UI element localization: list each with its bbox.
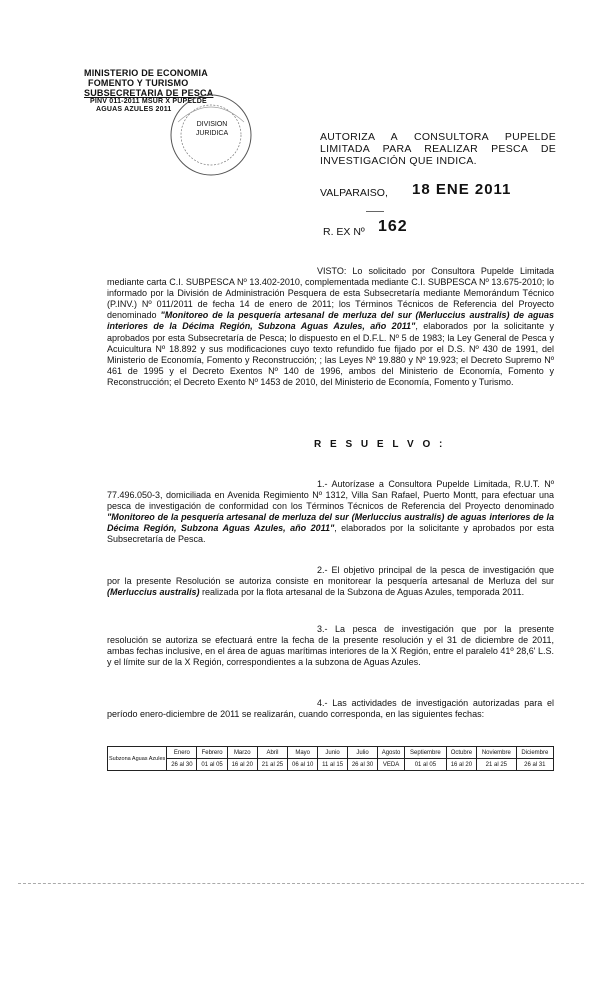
divider-dash (366, 211, 384, 212)
article-1-project-name: "Monitoreo de la pesquería artesanal de merluza del sur (Merluccius australis) de aguas interiores de la Décima Región, Subzona Aguas Azules, año 2011" (107, 512, 554, 534)
date-cell: 01 al 05 (197, 759, 227, 771)
month-cell: Septiembre (405, 747, 447, 759)
schedule-date-row (108, 759, 554, 771)
date-cell: 26 al 30 (347, 759, 377, 771)
date-cell: 21 al 25 (257, 759, 287, 771)
visto-text-1: VISTO: Lo solicitado por Consultora Pupelde Limitada mediante carta C.I. SUBPESCA Nº 13.402-2010, complementada mediante C.I. SUBPESCA Nº 13.675-2010; lo informado por la División de Administración Pesquera de esta Subsecretaría mediante Memorándum Técnico (P.INV.) Nº 011/2011 de fecha 14 de enero de 2011; los Términos Técnicos de Referencia del Proyecto denominado (107, 266, 554, 321)
date-cell: 01 al 05 (405, 759, 447, 771)
visto-paragraph (107, 266, 554, 388)
article-2-text-2: realizada por la flota artesanal de la Subzona de Aguas Azules, temporada 2011. (202, 587, 525, 598)
month-cell: Febrero (197, 747, 227, 759)
place-label: VALPARAISO, (320, 187, 388, 199)
article-1 (107, 479, 554, 546)
header-ministry: MINISTERIO DE ECONOMIA (84, 68, 208, 78)
article-1-text-2: , elaborados por la solicitante y aprobados por esta Subsecretaría de Pesca. (107, 523, 554, 545)
article-2 (107, 565, 554, 598)
month-cell: Noviembre (476, 747, 516, 759)
article-4 (107, 698, 554, 720)
date-cell: 26 al 30 (167, 759, 197, 771)
seal-line-division: DIVISION (196, 121, 228, 128)
header-subsecretaria: SUBSECRETARIA DE PESCA (84, 88, 214, 98)
article-2-text-1: 2.- El objetivo principal de la pesca de investigación que por la presente Resolución se autoriza consiste en monitorear la pesquería artesanal de Merluza del sur (107, 565, 554, 587)
division-juridica-seal (168, 92, 254, 178)
date-cell: 21 al 25 (476, 759, 516, 771)
schedule-row-label: Subzona Aguas Azules (108, 747, 167, 771)
visto-project-name: "Monitoreo de la pesquería artesanal de merluza del sur (Merluccius australis) de aguas interiores de la Décima Región, Subzona Aguas Azules, año 2011" (107, 310, 554, 332)
article-3 (107, 624, 554, 668)
month-cell: Abril (257, 747, 287, 759)
article-1-text-1: 1.- Autorízase a Consultora Pupelde Limitada, R.U.T. Nº 77.496.050-3, domiciliada en Avenida Regimiento Nº 1312, Villa San Rafael, Puerto Montt, para efectuar una pesca de investigación de conformidad con los Términos Técnicos de Referencia del Proyecto denominado (107, 479, 554, 512)
page-bottom-divider (18, 883, 584, 884)
rex-number: 162 (378, 218, 408, 235)
month-cell: Julio (347, 747, 377, 759)
month-cell: Marzo (227, 747, 257, 759)
header-fomento: FOMENTO Y TURISMO (88, 78, 189, 88)
month-cell: Diciembre (516, 747, 553, 759)
resolution-title: AUTORIZA A CONSULTORA PUPELDE LIMITADA PARA REALIZAR PESCA DE INVESTIGACIÓN QUE INDICA. (320, 131, 556, 167)
seal-line-juridica: JURIDICA (195, 130, 229, 137)
article-3-text: 3.- La pesca de investigación que por la presente resolución se autoriza se efectuará entre la fecha de la presente resolución y el 31 de diciembre de 2011, ambas fechas inclusive, en el área de aguas marítimas interiores de la X Región, entre el paralelo 41º 28,6' L.S. y el límite sur de la X Región, correspondientes a la subzona de Aguas Azules. (107, 624, 554, 668)
date-stamp: 18 ENE 2011 (412, 181, 512, 198)
rex-label: R. EX Nº (323, 226, 365, 238)
date-cell: 16 al 20 (227, 759, 257, 771)
header-reference: PINV 011-2011 MSUR X PUPELDE (90, 98, 207, 105)
schedule-month-row (108, 747, 554, 759)
date-cell: 11 al 15 (318, 759, 348, 771)
month-cell: Agosto (378, 747, 405, 759)
month-cell: Enero (167, 747, 197, 759)
date-cell: VEDA (378, 759, 405, 771)
header-reference-2: AGUAS AZULES 2011 (96, 106, 172, 113)
resuelvo-heading: R E S U E L V O : (314, 439, 446, 450)
date-cell: 06 al 10 (288, 759, 318, 771)
schedule-table (107, 746, 554, 771)
month-cell: Octubre (446, 747, 476, 759)
visto-text-2: , elaborados por la solicitante y aprobados por esta Subsecretaría de Pesca; lo dispuesto en el D.F.L. Nº 5 de 1983; la Ley General de Pesca y Acuicultura Nº 18.892 y sus modificaciones cuyo texto refundido fue fijado por el D.S. Nº 430 de 1991, del Ministerio de Economía, Fomento y Reconstrucción; ; las Leyes Nº 19.880 y Nº 19.923; el Decreto Supremo Nº 461 de 1995 y el Decreto Exentos Nº 140 de 1996, ambos del Ministerio de Economía, Fomento y Reconstrucción; el Decreto Exento Nº 1453 de 2010, del Ministerio de Economía, Fomento y Turismo. (107, 321, 554, 387)
date-cell: 26 al 31 (516, 759, 553, 771)
month-cell: Junio (318, 747, 348, 759)
month-cell: Mayo (288, 747, 318, 759)
date-cell: 16 al 20 (446, 759, 476, 771)
article-2-species: (Merluccius australis) (107, 587, 200, 598)
article-4-text: 4.- Las actividades de investigación autorizadas para el período enero-diciembre de 2011 se realizarán, cuando corresponda, en las siguientes fechas: (107, 698, 554, 720)
